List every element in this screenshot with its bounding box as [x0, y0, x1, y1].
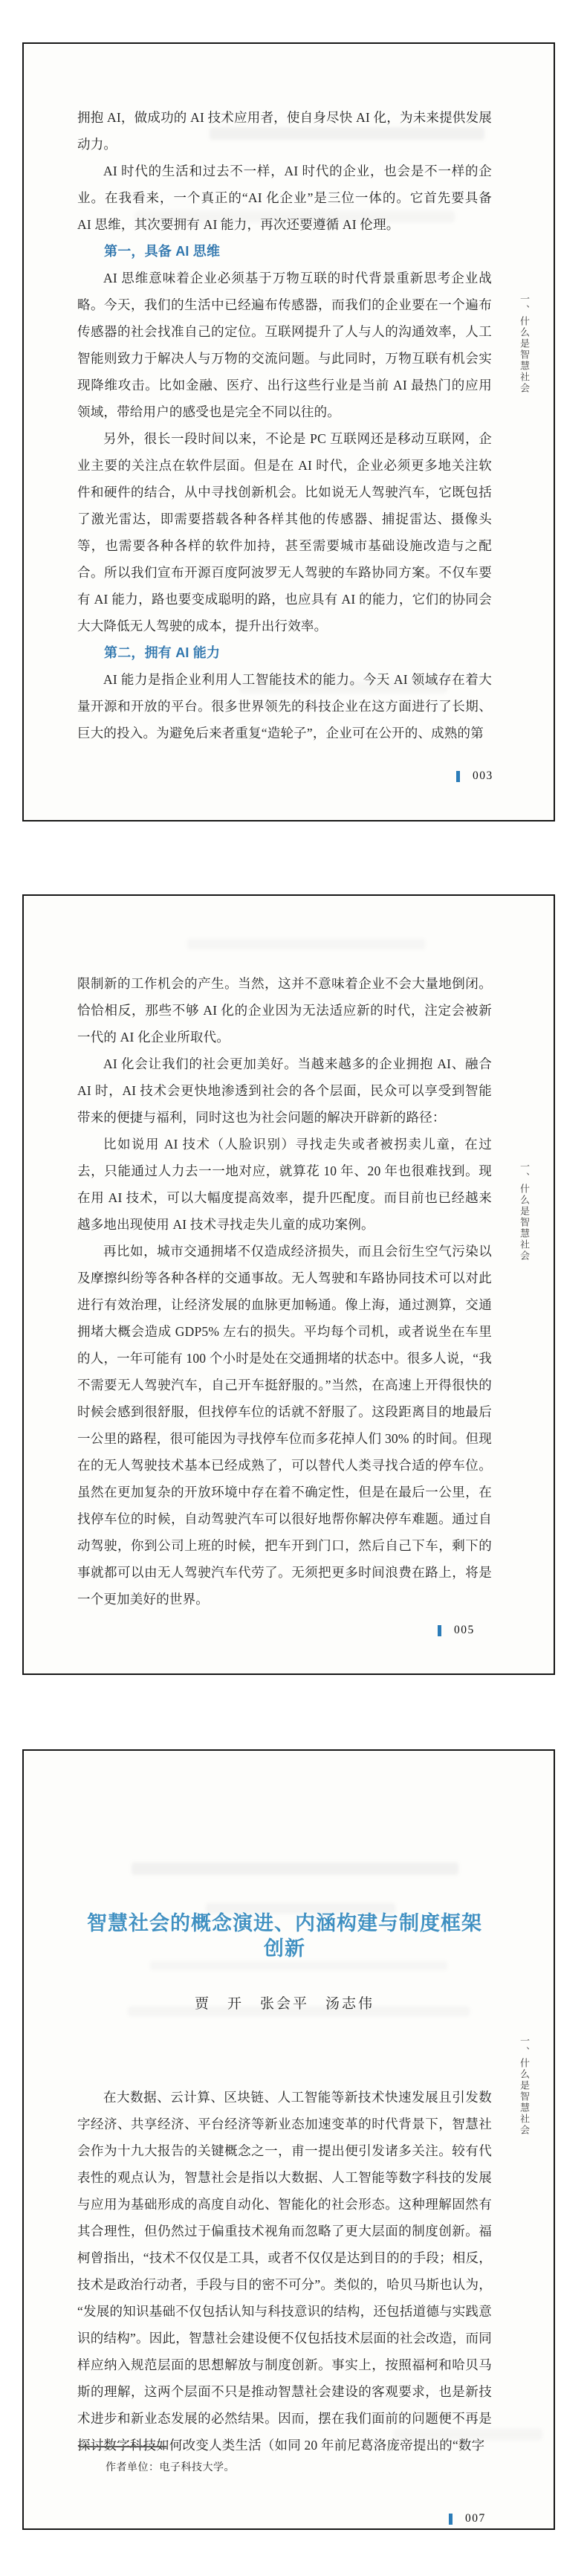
paragraph: 再比如，城市交通拥堵不仅造成经济损失，而且会衍生空气污染以及摩擦纠纷等各种各样的交通事故。无人驾驶和车路协同技术可以对此进行有效治理，让经济发展的血脉更加畅通。像上海，通过测算，交通拥堵大概会造成 GDP5% 左右的损失。平均每个司机，或者说坐在车里的人，一年可能有 100 个小时是处在交通拥堵的状态中。很多人说，“我不需要无人驾驶汽车，自己开车挺舒服的。”当然，在高速上开得很快的时候会感到很舒服，但找停车位的话就不舒服了。这段距离目的地最后一公里的路程，很可能因为寻找停车位而多花掉人们 30% 的时间。但现在的无人驾驶技术基本已经成熟了，可以替代人类寻找合适的停车位。虽然在更加复杂的开放环境中存在着不确定性，但是在最后一公里，在找停车位的时候，自动驾驶汽车可以很好地帮你解决停车难题。通过自动驾驶，你到公司上班的时候，把车开到门口，然后自己下车，剩下的事就都可以由无人驾驶汽车代劳了。无须把更多时间浪费在路上，将是一个更加美好的世界。	[77, 1244, 492, 1607]
text-column	[77, 896, 492, 1613]
chapter-tab: 一、什么是智慧社会	[519, 2036, 530, 2136]
page-footer	[456, 769, 493, 783]
book-page-003	[22, 42, 555, 821]
section-heading: 第二，拥有 AI 能力	[104, 645, 221, 660]
book-page-005	[22, 894, 555, 1675]
book-page-007	[22, 1749, 555, 2530]
paragraph: 限制新的工作机会的产生。当然，这并不意味着企业不会大量地倒闭。恰恰相反，那些不够 AI 化的企业因为无法适应新的时代，注定会被新一代的 AI 化企业所取代。	[77, 976, 492, 1045]
paragraph: AI 思维意味着企业必须基于万物互联的时代背景重新思考企业战略。今天，我们的生活中已经遍布传感器，而我们的企业要在一个遍布传感器的社会找准自己的定位。互联网提升了人与人的沟通效率，人工智能则致力于解决人与万物的交流问题。与此同时，万物互联有机会实现降维攻击。比如金融、医疗、出行这些行业是当前 AI 最热门的应用领域，带给用户的感受也是完全不同以往的。	[77, 271, 492, 419]
paragraph: AI 化会让我们的社会更加美好。当越来越多的企业拥抱 AI、融合 AI 时，AI 技术会更快地渗透到社会的各个层面，民众可以享受到智能带来的便捷与福利，同时这也为社会问题的解决开辟新的路径：	[77, 1056, 492, 1125]
page-footer	[449, 2512, 486, 2525]
page-footer	[438, 1624, 475, 1637]
page-number: 003	[473, 769, 493, 782]
chapter-tab: 一、什么是智慧社会	[519, 294, 530, 394]
page-number-marker	[449, 2514, 453, 2525]
text-column	[77, 1751, 492, 2459]
text-column	[77, 44, 492, 746]
footnote-text: 作者单位：电子科技大学。	[106, 2461, 235, 2473]
article-title: 智慧社会的概念演进、内涵构建与制度框架创新	[87, 1912, 482, 1960]
page-number: 005	[454, 1624, 475, 1636]
footnote	[77, 2446, 492, 2474]
paragraph: 在大数据、云计算、区块链、人工智能等新技术快速发展且引发数字经济、共享经济、平台经济等新业态加速变革的时代背景下，智慧社会作为十九大报告的关键概念之一，甫一提出便引发诸多关注。较有代表性的观点认为，智慧社会是指以大数据、人工智能等数字科技的发展与应用为基础形成的高度自动化、智能化的社会形态。这种理解固然有其合理性，但仍然过于偏重技术视角而忽略了更大层面的制度创新。福柯曾指出，“技术不仅仅是工具，或者不仅仅是达到目的的手段；相反，技术是政治行动者，手段与目的密不可分”。类似的，哈贝马斯也认为，“发展的知识基础不仅包括认知与科技意识的结构，还包括道德与实践意识的结构”。因此，智慧社会建设便不仅包括技术层面的社会改造，而同样应纳入规范层面的思想解放与制度创新。事实上，按照福柯和哈贝马斯的理解，这两个层面不只是推动智慧社会建设的客观要求，也是新技术进步和新业态发展的必然结果。因而，摆在我们面前的问题便不再是探讨数字科技如何改变人类生活（如同 20 年前尼葛洛庞帝提出的“数字	[77, 2090, 492, 2453]
paragraph: AI 能力是指企业利用人工智能技术的能力。今天 AI 领域存在着大量开源和开放的平台。很多世界领先的科技企业在这方面进行了长期、巨大的投入。为避免后来者重复“造轮子”，企业可在公开的、成熟的第	[77, 672, 492, 740]
paragraph: AI 时代的生活和过去不一样，AI 时代的企业，也会是不一样的企业。在我看来，一个真正的“AI 化企业”是三位一体的。它首先要具备 AI 思维，其次要拥有 AI 能力，再次还要遵循 AI 伦理。	[77, 164, 492, 232]
footnote-divider	[79, 2446, 166, 2447]
page-number: 007	[465, 2512, 486, 2525]
paragraph: 比如说用 AI 技术（人脸识别）寻找走失或者被拐卖儿童，在过去，只能通过人力去一一地对应，就算花 10 年、20 年也很难找到。现在用 AI 技术，可以大幅度提高效率，提升匹配度。而目前也已经越来越多地出现使用 AI 技术寻找走失儿童的成功案例。	[77, 1137, 492, 1232]
paragraph: 另外，很长一段时间以来，不论是 PC 互联网还是移动互联网，企业主要的关注点在软件层面。但是在 AI 时代，企业必须更多地关注软件和硬件的结合，从中寻找创新机会。比如说无人驾驶汽车，它既包括了激光雷达，即需要搭载各种各样其他的传感器、捕捉雷达、摄像头等，也需要各种各样的软件加持，甚至需要城市基础设施改造与之配合。所以我们宣布开源百度阿波罗无人驾驶的车路协同方案。不仅车要有 AI 能力，路也要变成聪明的路，也应具有 AI 的能力，它们的协同会大大降低无人驾驶的成本，提升出行效率。	[77, 431, 492, 633]
page-number-marker	[438, 1625, 441, 1636]
section-heading: 第一，具备 AI 思维	[104, 244, 221, 259]
authors-line: 贾 开 张会平 汤志伟	[194, 1996, 374, 2012]
paragraph: 拥抱 AI，做成功的 AI 技术应用者，使自身尽快 AI 化，为未来提供发展动力。	[77, 110, 492, 152]
page-number-marker	[456, 771, 460, 782]
chapter-tab: 一、什么是智慧社会	[519, 1161, 530, 1262]
